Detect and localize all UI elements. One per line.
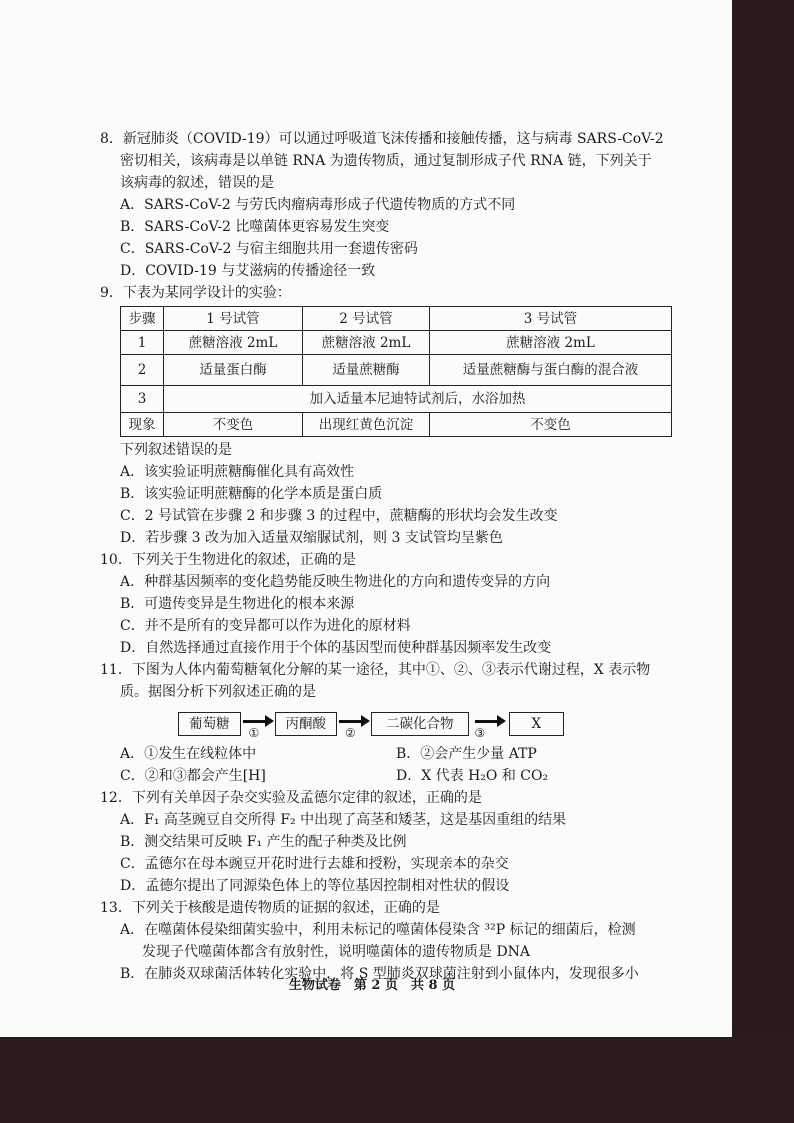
question-9-stem: 9．下表为某同学设计的实验： xyxy=(100,285,291,301)
question-9-option-d: D．若步骤 3 改为加入适量双缩脲试剂，则 3 支试管均呈紫色 xyxy=(120,530,503,546)
question-8-option-c: C．SARS-CoV-2 与宿主细胞共用一套遗传密码 xyxy=(120,241,418,257)
process-1-label: ① xyxy=(248,726,260,740)
x-box: X xyxy=(509,712,565,736)
table-cell: 3 号试管 xyxy=(430,307,672,331)
question-13-option-a-line-1: A．在噬菌体侵染细菌实验中，利用未标记的噬菌体侵染含 ³²P 标记的细菌后，检测 xyxy=(120,922,636,938)
question-8-line-1: 8．新冠肺炎（COVID-19）可以通过呼吸道飞沫传播和接触传播，这与病毒 SARS-CoV-2 xyxy=(100,131,664,147)
table-cell: 现象 xyxy=(121,413,164,437)
question-9-option-c: C．2 号试管在步骤 2 和步骤 3 的过程中，蔗糖酶的形状均会发生改变 xyxy=(120,508,558,524)
table-cell: 蔗糖溶液 2mL xyxy=(164,331,303,355)
question-8 xyxy=(100,128,672,282)
question-10-option-a: A．种群基因频率的变化趋势能反映生物进化的方向和遗传变异的方向 xyxy=(120,574,551,590)
arrow-icon xyxy=(337,709,371,739)
question-8-option-a: A．SARS-CoV-2 与劳氏肉瘤病毒形成子代遗传物质的方式不同 xyxy=(120,197,516,213)
question-content xyxy=(100,128,672,985)
question-8-line-3: 该病毒的叙述，错误的是 xyxy=(120,175,274,191)
question-9-option-a: A．该实验证明蔗糖酶催化具有高效性 xyxy=(120,464,355,480)
question-13 xyxy=(100,897,672,985)
question-13-stem: 13．下列关于核酸是遗传物质的证据的叙述，正确的是 xyxy=(100,900,440,916)
question-11-option-c: C．②和③都会产生[H] xyxy=(120,768,266,784)
table-row xyxy=(121,307,672,331)
pyruvate-box: 丙酮酸 xyxy=(275,712,338,736)
table-cell: 蔗糖溶液 2mL xyxy=(303,331,430,355)
question-11-line-1: 11．下图为人体内葡萄糖氧化分解的某一途径，其中①、②、③表示代谢过程，X 表示物 xyxy=(100,662,651,678)
table-row xyxy=(121,355,672,386)
table-cell: 不变色 xyxy=(164,413,303,437)
question-11-options-row-2 xyxy=(100,765,672,787)
table-cell: 蔗糖溶液 2mL xyxy=(430,331,672,355)
question-11-line-2: 质。据图分析下列叙述正确的是 xyxy=(120,684,316,700)
glucose-box: 葡萄糖 xyxy=(178,712,241,736)
table-cell: 步骤 xyxy=(121,307,164,331)
question-11-option-d: D．X 代表 H₂O 和 CO₂ xyxy=(396,768,549,784)
question-13-option-a-line-2: 发现子代噬菌体都含有放射性，说明噬菌体的遗传物质是 DNA xyxy=(142,944,531,960)
process-2-label: ② xyxy=(345,726,356,740)
question-8-option-b: B．SARS-CoV-2 比噬菌体更容易发生突变 xyxy=(120,219,390,235)
table-cell: 2 xyxy=(121,355,164,386)
question-8-line-2: 密切相关，该病毒是以单链 RNA 为遗传物质，通过复制形成子代 RNA 链，下列关于 xyxy=(120,153,652,169)
question-10-stem: 10．下列关于生物进化的叙述，正确的是 xyxy=(100,552,356,568)
table-cell: 3 xyxy=(121,386,164,413)
question-12 xyxy=(100,787,672,897)
table-cell: 适量蛋白酶 xyxy=(164,355,303,386)
table-row xyxy=(121,331,672,355)
arrow-icon xyxy=(241,709,275,739)
experiment-table xyxy=(120,306,672,437)
question-11-option-a: A．①发生在线粒体中 xyxy=(120,746,257,762)
table-cell: 2 号试管 xyxy=(303,307,430,331)
table-cell: 出现红黄色沉淀 xyxy=(303,413,430,437)
question-9-option-b: B．该实验证明蔗糖酶的化学本质是蛋白质 xyxy=(120,486,383,502)
question-12-stem: 12．下列有关单因子杂交实验及孟德尔定律的叙述，正确的是 xyxy=(100,790,482,806)
two-carbon-compound-box: 二碳化合物 xyxy=(371,712,469,736)
question-13-option-b: B．在肺炎双球菌活体转化实验中，将 S 型肺炎双球菌注射到小鼠体内，发现很多小 xyxy=(120,966,639,982)
question-11-option-b: B．②会产生少量 ATP xyxy=(396,746,537,762)
question-10-option-c: C．并不是所有的变异都可以作为进化的原材料 xyxy=(120,618,411,634)
question-12-option-b: B．测交结果可反映 F₁ 产生的配子种类及比例 xyxy=(120,834,407,850)
table-row xyxy=(121,386,672,413)
process-3-label: ③ xyxy=(474,726,486,740)
question-9-sub-stem: 下列叙述错误的是 xyxy=(120,442,232,458)
table-cell: 适量蔗糖酶与蛋白酶的混合液 xyxy=(430,355,672,386)
question-11 xyxy=(100,659,672,787)
table-cell: 不变色 xyxy=(430,413,672,437)
question-11-options-row-1 xyxy=(100,743,672,765)
table-cell: 1 xyxy=(121,331,164,355)
arrow-icon xyxy=(469,709,509,739)
question-12-option-c: C．孟德尔在母本豌豆开花时进行去雄和授粉，实现亲本的杂交 xyxy=(120,856,509,872)
table-cell: 适量蔗糖酶 xyxy=(303,355,430,386)
question-10 xyxy=(100,549,672,659)
scan-border-bottom xyxy=(0,1037,794,1123)
question-12-option-d: D．孟德尔提出了同源染色体上的等位基因控制相对性状的假设 xyxy=(120,878,510,894)
question-8-option-d: D．COVID-19 与艾滋病的传播途径一致 xyxy=(120,263,376,279)
scan-border-right xyxy=(732,0,794,1123)
question-10-option-b: B．可遗传变异是生物进化的根本来源 xyxy=(120,596,355,612)
question-12-option-a: A．F₁ 高茎豌豆自交所得 F₂ 中出现了高茎和矮茎，这是基因重组的结果 xyxy=(120,812,567,828)
metabolic-pathway-diagram xyxy=(178,709,672,739)
table-cell: 1 号试管 xyxy=(164,307,303,331)
page-footer: 生物试卷 第 2 页 共 8 页 xyxy=(288,978,456,993)
question-9 xyxy=(100,282,672,549)
question-10-option-d: D．自然选择通过直接作用于个体的基因型而使种群基因频率发生改变 xyxy=(120,640,552,656)
table-cell: 加入适量本尼迪特试剂后，水浴加热 xyxy=(164,386,672,413)
table-row xyxy=(121,413,672,437)
